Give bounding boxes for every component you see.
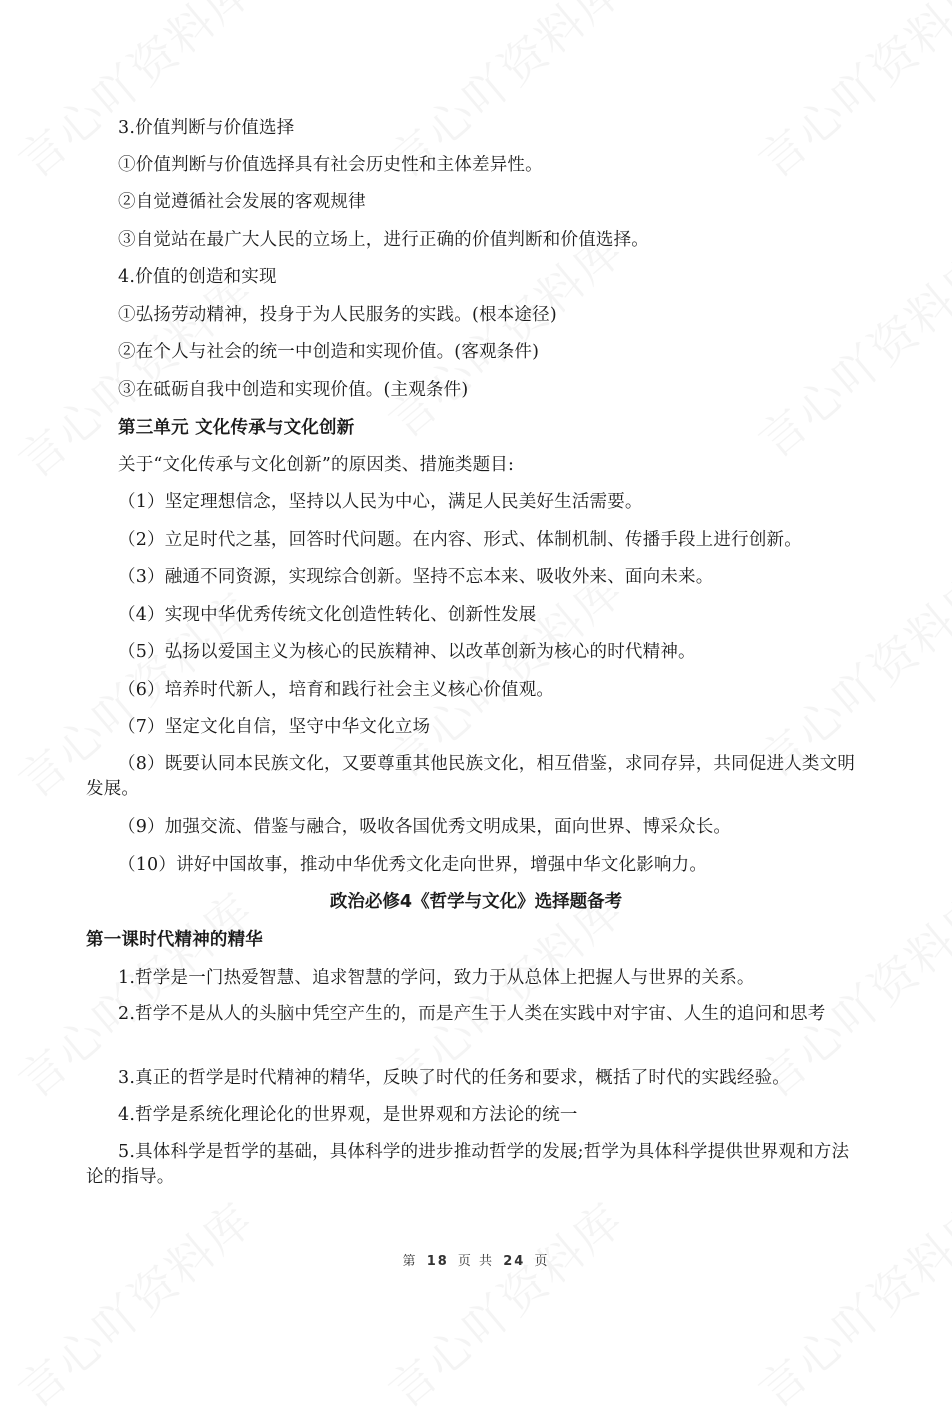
intro-text: 关于“文化传承与文化创新”的原因类、措施类题目: — [118, 455, 515, 475]
section-heading: 3.价值判断与价值选择 — [118, 118, 295, 138]
section-heading: 4.价值的创造和实现 — [118, 267, 277, 287]
list-item: 2.哲学不是从人的头脑中凭空产生的，而是产生于人类在实践中对宇宙、人生的追问和思考 — [118, 1004, 826, 1024]
page-footer — [0, 1250, 952, 1269]
unit-heading: 第三单元 文化传承与文化创新 — [118, 418, 355, 438]
list-item: 3.真正的哲学是时代精神的精华，反映了时代的任务和要求，概括了时代的实践经验。 — [118, 1068, 790, 1088]
footer-suffix: 页 — [534, 1254, 550, 1269]
list-item: ③自觉站在最广大人民的立场上，进行正确的价值判断和价值选择。 — [118, 230, 649, 250]
list-item: （8）既要认同本民族文化，又要尊重其他民族文化，相互借鉴，求同存异，共同促进人类文明发展。 — [86, 754, 856, 799]
footer-prefix: 第 — [402, 1254, 418, 1269]
list-item: （9）加强交流、借鉴与融合，吸收各国优秀文明成果，面向世界、博采众长。 — [118, 817, 732, 837]
current-page-number: 18 — [426, 1254, 449, 1269]
document-title: 政治必修4《哲学与文化》选择题备考 — [329, 892, 623, 912]
total-pages-number: 24 — [503, 1254, 526, 1269]
list-item: 1.哲学是一门热爱智慧、追求智慧的学问，致力于从总体上把握人与世界的关系。 — [118, 968, 755, 988]
list-item: ①弘扬劳动精神，投身于为人民服务的实践。(根本途径) — [118, 305, 557, 325]
list-item: （5）弘扬以爱国主义为核心的民族精神、以改革创新为核心的时代精神。 — [118, 642, 696, 662]
list-item: 5.具体科学是哲学的基础，具体科学的进步推动哲学的发展;哲学为具体科学提供世界观和方法论的指导。 — [86, 1142, 850, 1187]
list-item: ①价值判断与价值选择具有社会历史性和主体差异性。 — [118, 155, 543, 175]
list-item: （1）坚定理想信念，坚持以人民为中心，满足人民美好生活需要。 — [118, 492, 643, 512]
list-item: （3）融通不同资源，实现综合创新。坚持不忘本来、吸收外来、面向未来。 — [118, 567, 714, 587]
list-item: ②自觉遵循社会发展的客观规律 — [118, 192, 366, 212]
list-item: （4）实现中华优秀传统文化创造性转化、创新性发展 — [118, 605, 537, 625]
footer-middle: 页 共 — [457, 1254, 495, 1269]
list-item: ②在个人与社会的统一中创造和实现价值。(客观条件) — [118, 342, 540, 362]
lesson-heading: 第一课时代精神的精华 — [86, 930, 263, 950]
list-item: ③在砥砺自我中创造和实现价值。(主观条件) — [118, 380, 469, 400]
list-item: （6）培养时代新人，培育和践行社会主义核心价值观。 — [118, 680, 555, 700]
list-item: （2）立足时代之基，回答时代问题。在内容、形式、体制机制、传播手段上进行创新。 — [118, 530, 802, 550]
list-item: （10）讲好中国故事，推动中华优秀文化走向世界，增强中华文化影响力。 — [118, 855, 708, 875]
list-item: （7）坚定文化自信，坚守中华文化立场 — [118, 717, 431, 737]
list-item: 4.哲学是系统化理论化的世界观，是世界观和方法论的统一 — [118, 1105, 578, 1125]
